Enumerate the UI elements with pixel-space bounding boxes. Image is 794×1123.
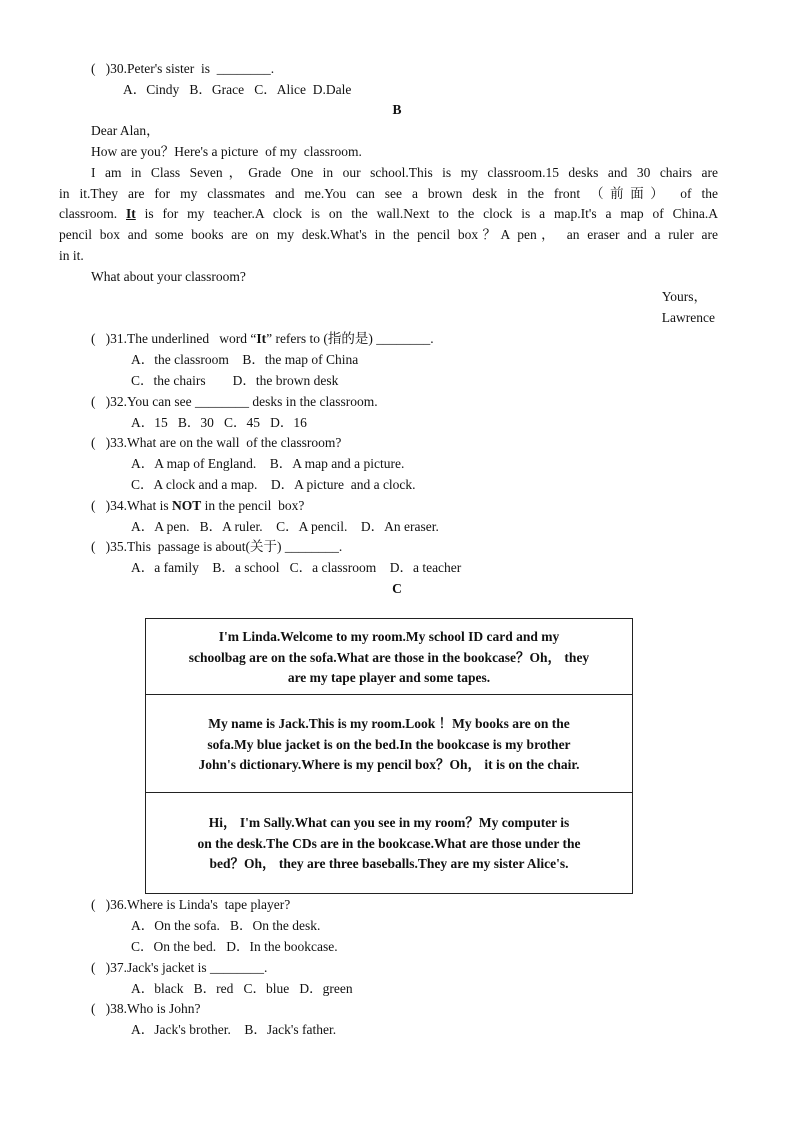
letter-greeting: Dear Alan，: [91, 123, 160, 138]
sally-line-1: Hi， I'm Sally.What can you see in my room？My computer is: [208, 815, 570, 830]
question-32-stem: ( )32.You can see ________ desks in the classroom.: [91, 394, 378, 409]
question-34-options: A．A pen. B．A ruler. C．A pencil. D．An eraser.: [131, 519, 439, 534]
question-34-not: NOT: [171, 498, 202, 513]
letter-line-7: What about your classroom?: [91, 269, 246, 284]
section-b-heading: B: [392, 102, 402, 117]
question-38-options: A．Jack's brother. B．Jack's father.: [131, 1022, 337, 1037]
linda-line-2: schoolbag are on the sofa.What are those in the bookcase？Oh， they: [188, 649, 590, 665]
letter-line-6: in it.: [59, 248, 84, 263]
question-34-stem: [91, 498, 304, 514]
question-31-stem-start: ( )31.The underlined word “: [91, 331, 257, 346]
section-c-heading: C: [392, 581, 402, 596]
sally-line-2: on the desk.The CDs are in the bookcase.What are those under the: [197, 835, 581, 851]
question-31-stem: [91, 331, 434, 347]
letter-line-4: [59, 206, 718, 222]
question-32-options: A．15 B．30 C．45 D．16: [131, 415, 307, 430]
jack-line-2: sofa.My blue jacket is on the bed.In the bookcase is my brother: [207, 736, 571, 752]
question-36-options-1: A．On the sofa. B．On the desk.: [131, 918, 321, 933]
question-34-stem-end: in the pencil box?: [201, 498, 305, 513]
jack-passage: [146, 695, 632, 793]
letter-line-5: pencil box and some books are on my desk.What's in the pencil box？A pen， an eraser and a ruler are: [59, 227, 718, 242]
letter-closing: Yours，: [661, 289, 707, 304]
question-31-it: It: [256, 331, 267, 346]
question-31-options-2: C．the chairs D．the brown desk: [131, 373, 339, 388]
question-31-options-1: A．the classroom B．the map of China: [131, 352, 359, 367]
question-31-stem-end: ” refers to (指的是) ________.: [266, 331, 434, 346]
question-30-options: A．Cindy B．Grace C．Alice D.Dale: [123, 82, 352, 97]
question-33-stem: ( )33.What are on the wall of the classroom?: [91, 435, 342, 450]
question-35-stem: ( )35.This passage is about(关于) ________.: [91, 539, 343, 554]
question-35-options: A．a family B．a school C．a classroom D．a teacher: [131, 560, 462, 575]
passage-box: [145, 618, 633, 894]
letter-line-3: in it.They are for my classmates and me.You can see a brown desk in the front （前面） of the: [59, 186, 718, 201]
sally-passage: [146, 793, 632, 891]
question-38-stem: ( )38.Who is John?: [91, 1001, 201, 1016]
question-37-options: A．black B．red C．blue D．green: [131, 981, 353, 996]
question-34-stem-start: ( )34.What is: [91, 498, 172, 513]
question-30-stem: ( )30.Peter's sister is ________.: [91, 61, 275, 76]
question-36-options-2: C．On the bed. D．In the bookcase.: [131, 939, 338, 954]
letter-line-1: How are you？Here's a picture of my classroom.: [91, 144, 362, 159]
question-37-stem: ( )37.Jack's jacket is ________.: [91, 960, 268, 975]
question-33-options-1: A．A map of England. B．A map and a picture.: [131, 456, 405, 471]
linda-passage: [146, 619, 632, 695]
jack-line-1: My name is Jack.This is my room.Look ！My books are on the: [208, 716, 570, 731]
letter-line-4-start: classroom.: [59, 206, 118, 221]
letter-line-2: I am in Class Seven，Grade One in our school.This is my classroom.15 desks and 30 chairs are: [91, 165, 718, 180]
question-33-options-2: C．A clock and a map. D．A picture and a clock.: [131, 477, 416, 492]
jack-line-3: John's dictionary.Where is my pencil box？Oh， it is on the chair.: [198, 757, 580, 772]
linda-line-1: I'm Linda.Welcome to my room.My school ID card and my: [218, 629, 560, 644]
sally-line-3: bed？Oh， they are three baseballs.They are my sister Alice's.: [209, 856, 569, 871]
linda-line-3: are my tape player and some tapes.: [287, 670, 491, 685]
letter-signature: Lawrence: [661, 310, 715, 325]
letter-line-4-end: is for my teacher.A clock is on the wall.Next to the clock is a map.It's a map of China.A: [135, 206, 718, 221]
underlined-it: It: [126, 206, 136, 221]
question-36-stem: ( )36.Where is Linda's tape player?: [91, 897, 291, 912]
